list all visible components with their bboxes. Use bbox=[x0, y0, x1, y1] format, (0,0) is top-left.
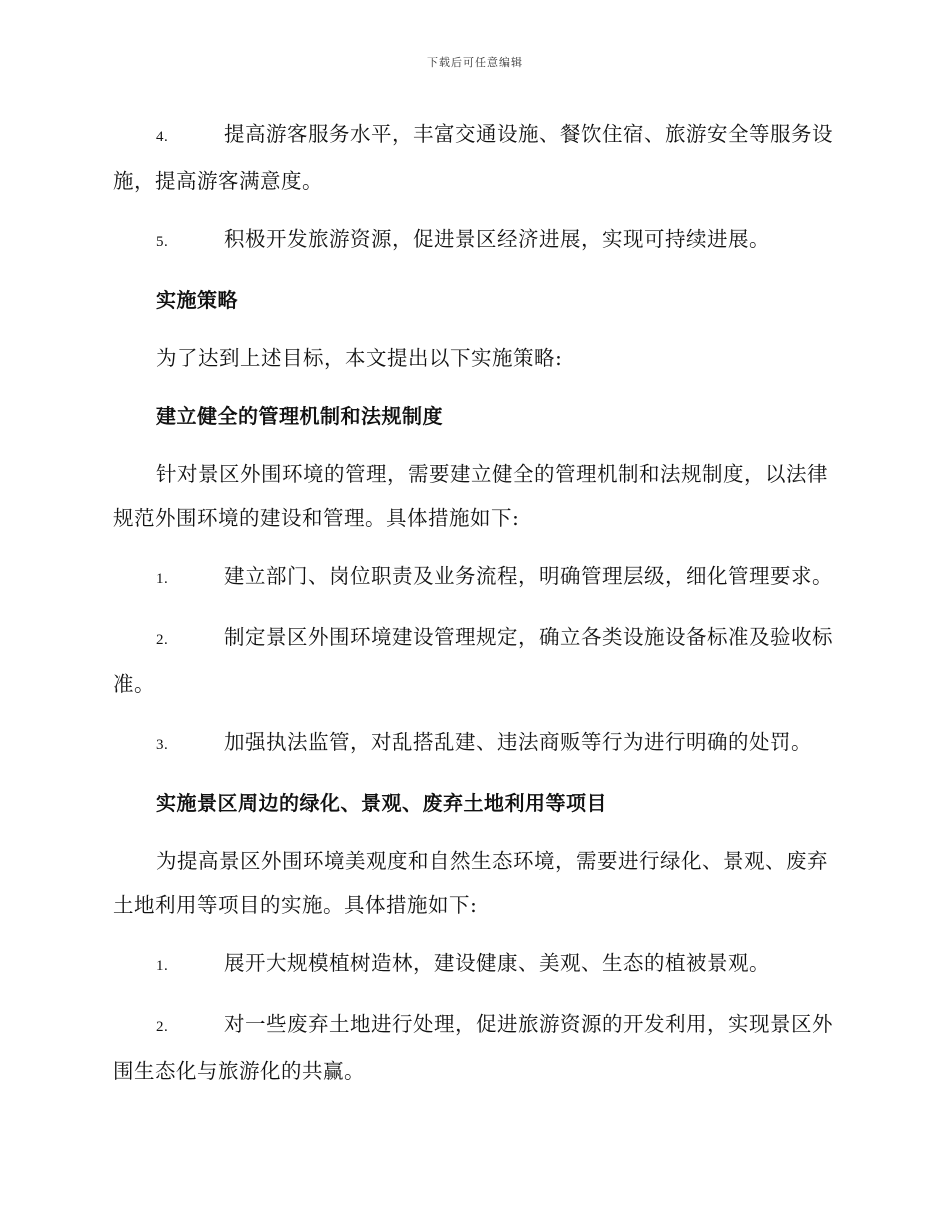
section-heading: 实施景区周边的绿化、景观、废弃土地利用等项目 bbox=[156, 791, 607, 815]
list-number: 1. bbox=[156, 958, 169, 974]
paragraph: 为提高景区外围环境美观度和自然生态环境，需要进行绿化、景观、废弃土地利用等项目的实施。具体措施如下: bbox=[113, 849, 828, 917]
list-text: 展开大规模植树造林，建设健康、美观、生态的植被景观。 bbox=[224, 951, 770, 975]
paragraph: 针对景区外围环境的管理，需要建立健全的管理机制和法规制度，以法律规范外围环境的建设和管理。具体措施如下: bbox=[113, 462, 828, 530]
list-item bbox=[113, 554, 833, 601]
list-number: 2. bbox=[156, 1019, 169, 1035]
list-item bbox=[113, 615, 833, 706]
list-number: 3. bbox=[156, 737, 169, 753]
section-heading: 实施策略 bbox=[156, 288, 238, 312]
list-item bbox=[113, 217, 833, 264]
list-number: 2. bbox=[156, 632, 169, 648]
list-number: 1. bbox=[156, 571, 169, 587]
document-body bbox=[113, 112, 833, 1107]
page-header: 下载后可任意编辑 bbox=[427, 56, 523, 69]
list-number: 4. bbox=[156, 129, 169, 145]
paragraph: 为了达到上述目标，本文提出以下实施策略: bbox=[156, 346, 563, 370]
list-text: 制定景区外围环境建设管理规定，确立各类设施设备标准及验收标准。 bbox=[113, 625, 833, 696]
list-number: 5. bbox=[156, 234, 169, 250]
list-text: 积极开发旅游资源，促进景区经济进展，实现可持续进展。 bbox=[224, 227, 770, 251]
list-text: 建立部门、岗位职责及业务流程，明确管理层级，细化管理要求。 bbox=[224, 564, 833, 588]
list-item bbox=[113, 112, 833, 203]
list-item bbox=[113, 720, 833, 767]
list-text: 对一些废弃土地进行处理，促进旅游资源的开发利用，实现景区外围生态化与旅游化的共赢。 bbox=[113, 1012, 833, 1083]
list-item bbox=[113, 1002, 833, 1093]
list-text: 提高游客服务水平，丰富交通设施、餐饮住宿、旅游安全等服务设施，提高游客满意度。 bbox=[113, 122, 833, 193]
list-item bbox=[113, 941, 833, 988]
list-text: 加强执法监管，对乱搭乱建、违法商贩等行为进行明确的处罚。 bbox=[224, 730, 812, 754]
section-heading: 建立健全的管理机制和法规制度 bbox=[156, 404, 443, 428]
